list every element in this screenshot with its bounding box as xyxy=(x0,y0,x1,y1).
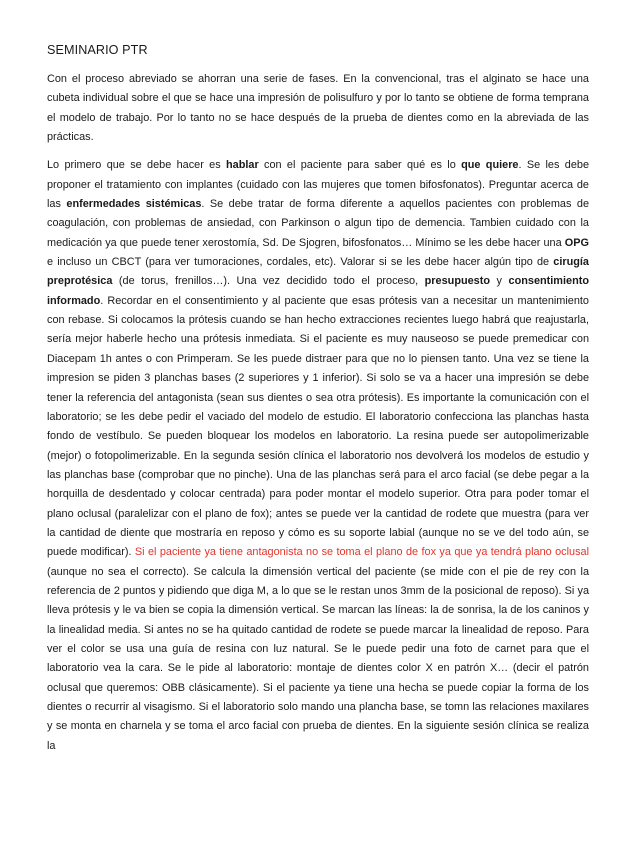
bold-term-hablar: hablar xyxy=(226,159,259,172)
text-segment: con el paciente para saber qué es lo xyxy=(258,159,462,172)
bold-term-opg: OPG xyxy=(564,236,589,249)
paragraph-intro: Con el proceso abreviado se ahorran una serie de fases. En la convencional, tras el alginato se hace una cubeta individual sobre el que se hace una impresión de polisulfuro y por lo tanto se obtiene de forma temprana el modelo de trabajo. Por lo tanto no se hace después de la prueba de dientes como en la abreviada de las prácticas. xyxy=(47,73,589,144)
bold-term-presupuesto: presupuesto xyxy=(424,275,491,288)
bold-term-cirugia-preprotesica: cirugía preprotésica xyxy=(47,256,589,288)
text-segment: y xyxy=(490,275,509,288)
text-segment: . Se debe tratar de forma diferente a aquellos pacientes con problemas de coagulación, con problemas de ansiedad, con Parkinson o algun tipo de demencia. Tambien cuidado con la medicación ya que puede tener xerostomía, Sd. De Sjogren, bifosfonatos… Mínimo se les debe hacer una xyxy=(47,198,590,249)
bold-term-que-quiere: que quiere xyxy=(461,159,519,172)
text-segment: (aunque no sea el correcto). Se calcula la dimensión vertical del paciente (se mide con el pie de rey con la referencia de 2 puntos y pidiendo que diga M, a lo que se le restan unos 3mm de la posicional de reposo). Si ya lleva prótesis y le va bien se copia la dimensión vertical. Se marcan las líneas: la de sonrisa, la de los caninos y la linealidad media. Si antes no se ha quitado cantidad de rodete se puede marcar la linealidad de reposo. Para ver el color se usa una guía de resina con luz natural. Se le puede pedir una foto de carnet para que el laboratorio vea la cara. Se le pide al laboratorio: montaje de dientes color X en patrón X… (decir el patrón oclusal que queremos: OBB clásicamente). Si el paciente ya tiene una hecha se puede copiar la forma de los dientes o recurrir al visagismo. Si el laboratorio solo mando una plancha base, se tomn las relaciones maxilares y se monta en charnela y se toma el arco facial con prueba de dientes. En la siguiente sesión clínica se realiza la xyxy=(47,565,589,752)
document-title: SEMINARIO PTR xyxy=(47,43,148,57)
bold-term-enfermedades-sistemicas: enfermedades sistémicas xyxy=(66,198,202,211)
text-segment: . Recordar en el consentimiento y al paciente que esas prótesis van a necesitar un mantenimiento con rebase. Si colocamos la prótesis cuando se han hecho extracciones recientes luego habrá que reajustarla, sería mejor haberle hecho una prótesis inmediata. Si el paciente es muy nauseoso se puede premedicar con Diacepam 1h antes o con Primperam. Se les puede distraer para que no lo piensen tanto. Una vez se tiene la impresion se piden 3 planchas bases (2 superiores y 1 inferior). Si solo se va a hacer una impresión se debe tener la referencia del antagonista (sean sus dientes o sea otra prótesis). Es importante la comunicación con el laboratorio; se les debe pedir el vaciado del modelo de estudio. El laboratorio confecciona las planchas hasta fondo de vestíbulo. Se pueden bloquear los modelos en laboratorio. La resina puede ser autopolimerizable (mejor) o fotopolimerizable. En la segunda sesión clínica el laboratorio nos devolverá los modelos de estudio y las planchas base (comprobar que no pinche). Una de las planchas será para el arco facial (se debe pegar a la horquilla de desdentado y colocar centrada) para poder montar el modelo superior. Otra para poder tomar el plano oclusal (paralelizar con el plano de fox); antes se puede ver la cantidad de rodete que muestra (para ver la cantidad de diente que mostraría en reposo y cómo es su soporte labial (aunque no se ve del todo aún, se puede modificar). xyxy=(47,294,589,559)
highlighted-note-antagonista: Si el paciente ya tiene antagonista no se toma el plano de fox ya que ya tendrá plano oclusal xyxy=(134,546,589,559)
text-segment: e incluso un CBCT (para ver tumoraciones, cordales, etc). Valorar si se les debe hacer algún tipo de xyxy=(47,256,554,269)
bold-term-consentimiento-informado: consentimiento informado xyxy=(47,275,590,307)
paragraph-main xyxy=(47,156,589,756)
text-segment: (de torus, frenillos…). Una vez decidido todo el proceso, xyxy=(112,275,425,288)
text-segment: . Se les debe proponer el tratamiento con implantes (cuidado con las mujeres que tomen bifosfonatos). Preguntar acerca de las xyxy=(47,159,589,211)
text-segment: Lo primero que se debe hacer es xyxy=(47,159,227,172)
